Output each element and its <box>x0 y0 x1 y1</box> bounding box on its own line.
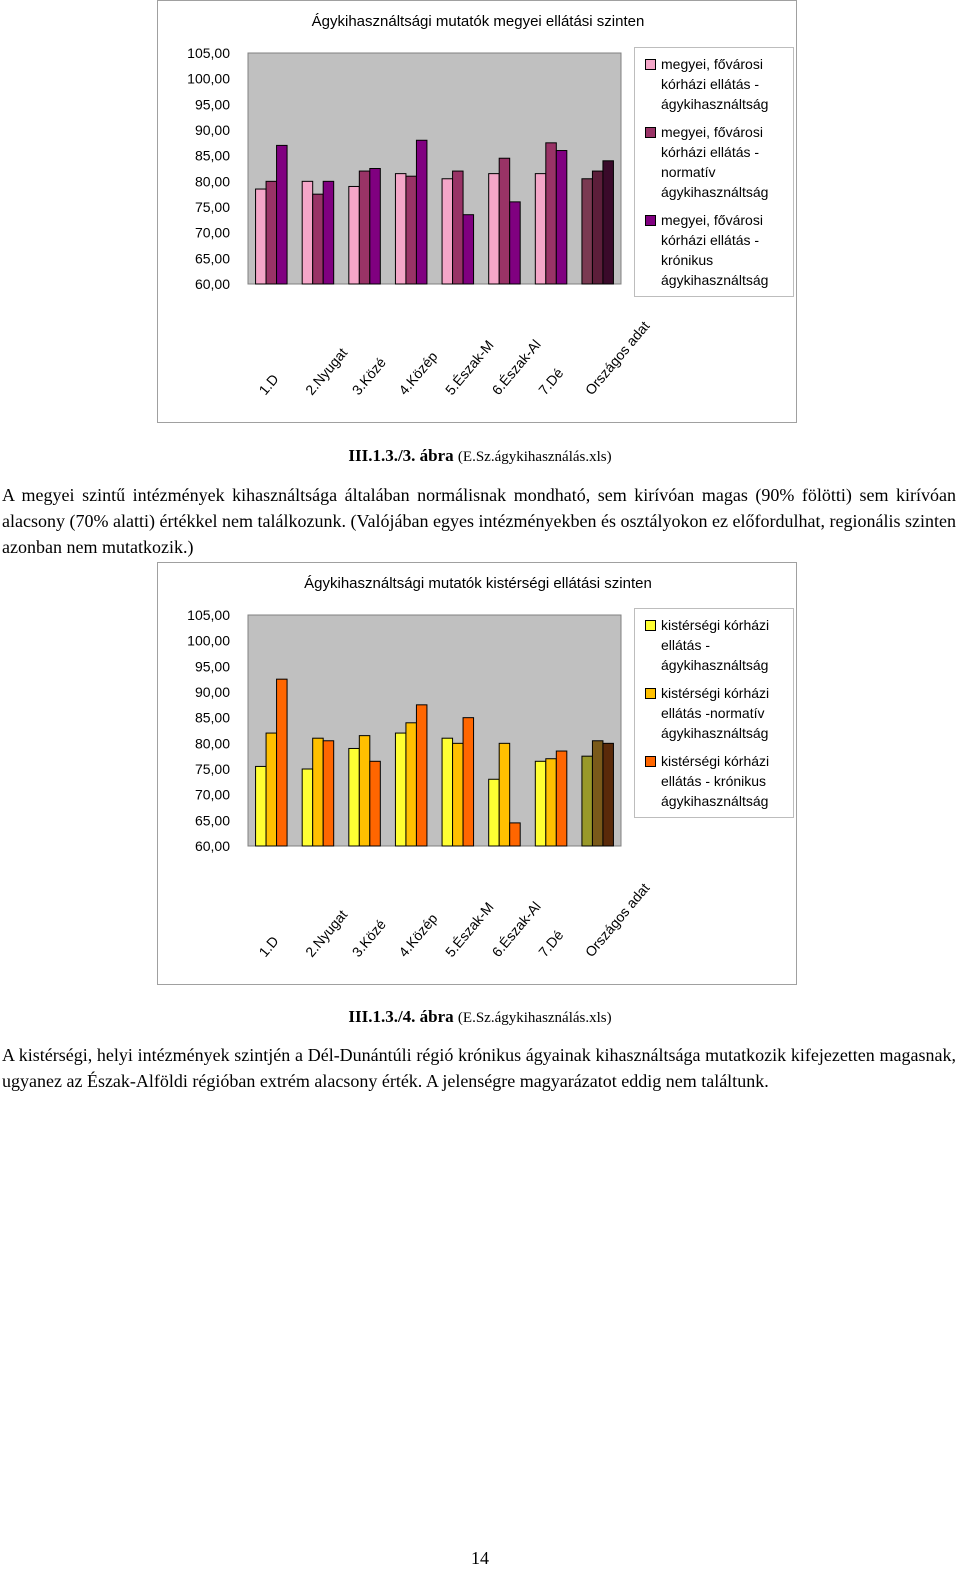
legend-label: kistérségi kórházi ellátás -normatív ágykihasználtság <box>661 685 770 741</box>
legend-swatch <box>645 620 656 631</box>
chart-kistersegi <box>157 562 797 985</box>
x-tick-label: 7.Dé <box>535 926 567 960</box>
legend-swatch <box>645 688 656 699</box>
bar <box>442 179 453 284</box>
legend-label: megyei, fővárosi kórházi ellátás - ágykihasználtság <box>661 56 769 112</box>
bar <box>556 751 567 846</box>
bar <box>546 143 557 284</box>
legend-swatch <box>645 215 656 226</box>
bar <box>499 743 510 846</box>
y-tick-label: 85,00 <box>194 709 230 726</box>
bar <box>359 736 370 846</box>
legend-item <box>645 683 789 743</box>
bar <box>556 151 567 284</box>
bar <box>535 174 546 284</box>
legend-item <box>645 122 789 202</box>
bar <box>582 179 593 284</box>
bar <box>256 189 267 284</box>
y-tick-label: 105,00 <box>187 607 230 623</box>
y-tick-label: 80,00 <box>194 735 230 752</box>
chart-legend <box>634 47 794 297</box>
legend-item <box>645 54 789 114</box>
legend-swatch <box>645 127 656 138</box>
bar <box>510 823 521 846</box>
legend-swatch <box>645 59 656 70</box>
y-tick-label: 90,00 <box>194 122 230 138</box>
y-tick-label: 95,00 <box>194 96 230 113</box>
bar <box>406 176 417 284</box>
bar <box>489 174 500 284</box>
bar <box>582 756 593 846</box>
chart-megyei <box>157 0 797 423</box>
x-tick-label: 6.Észak-Al <box>488 898 544 960</box>
bar <box>463 718 474 846</box>
bar <box>592 741 603 846</box>
bar <box>499 158 510 284</box>
bar <box>406 723 417 846</box>
bar <box>453 171 464 284</box>
y-tick-label: 65,00 <box>194 250 230 267</box>
bar <box>463 215 474 284</box>
y-tick-label: 65,00 <box>194 812 230 829</box>
x-tick-label: 2.Nyugat <box>301 344 351 398</box>
legend-label: kistérségi kórházi ellátás - ágykihasználtság <box>661 617 770 673</box>
bar <box>603 161 614 284</box>
figure-caption <box>0 446 960 466</box>
legend-label: kistérségi kórházi ellátás - krónikus ágykihasználtság <box>661 753 770 809</box>
x-tick-label: Országos adat <box>581 317 653 398</box>
legend-item <box>645 751 789 811</box>
bar <box>323 741 334 846</box>
legend-label: megyei, fővárosi kórházi ellátás - normatív ágykihasználtság <box>661 124 769 200</box>
bar <box>266 181 277 284</box>
bar <box>302 181 313 284</box>
bar <box>266 733 277 846</box>
bar <box>277 145 288 284</box>
x-tick-label: 2.Nyugat <box>301 906 351 960</box>
x-tick-label: Országos adat <box>581 879 653 960</box>
bar <box>592 171 603 284</box>
bar <box>370 761 381 846</box>
x-tick-label: 4.Közép <box>395 348 441 398</box>
figure-number: III.1.3./3. ábra <box>348 446 454 465</box>
y-tick-label: 60,00 <box>194 838 230 854</box>
x-tick-label: 6.Észak-Al <box>488 336 544 398</box>
bar <box>370 169 381 285</box>
figure-number: III.1.3./4. ábra <box>348 1007 454 1026</box>
page-number: 14 <box>471 1548 489 1568</box>
y-tick-label: 90,00 <box>194 684 230 700</box>
bar <box>313 738 324 846</box>
body-paragraph: A megyei szintű intézmények kihasználtsága általában normálisnak mondható, sem kirívóan magas (90% fölötti) sem kirívóan alacsony (70% alatti) értékkel nem találkozunk. (Valójában egyes intézményekben és osztályokon ez előfordulhat, regionális szinten azonban nem mutatkozik.) <box>2 485 956 557</box>
bar <box>535 761 546 846</box>
bar <box>489 779 500 846</box>
chart-title: Ágykihasználtsági mutatók megyei ellátási szinten <box>311 13 645 30</box>
x-tick-label: 1.D <box>255 370 282 398</box>
bar <box>277 679 288 846</box>
chart-legend <box>634 608 794 818</box>
y-tick-label: 100,00 <box>187 632 230 649</box>
x-tick-label: 7.Dé <box>535 364 567 398</box>
x-tick-label: 4.Közép <box>395 910 441 960</box>
x-tick-label: 5.Észak-M <box>441 898 497 960</box>
figure-caption <box>0 1007 960 1027</box>
y-tick-label: 100,00 <box>187 70 230 87</box>
y-tick-label: 85,00 <box>194 147 230 164</box>
bar <box>395 733 406 846</box>
bar <box>603 743 614 846</box>
y-tick-label: 80,00 <box>194 173 230 190</box>
y-tick-label: 75,00 <box>194 761 230 777</box>
bar <box>453 743 464 846</box>
bar <box>302 769 313 846</box>
body-paragraph: A kistérségi, helyi intézmények szintjén a Dél-Dunántúli régió krónikus ágyainak kihasználtsága mutatkozik kifejezetten magasnak, ugyanez az Észak-Alföldi régióban extrém alacsony érték. A jelenségre magyarázatot eddig nem találtunk. <box>2 1045 956 1091</box>
legend-label: megyei, fővárosi kórházi ellátás - krónikus ágykihasználtság <box>661 212 769 288</box>
x-tick-label: 5.Észak-M <box>441 336 497 398</box>
figure-source: (E.Sz.ágykihasználás.xls) <box>457 449 612 465</box>
x-tick-label: 3.Közé <box>348 354 389 398</box>
bar <box>359 171 370 284</box>
legend-item <box>645 210 789 290</box>
y-tick-label: 95,00 <box>194 658 230 675</box>
figure-source: (E.Sz.ágykihasználás.xls) <box>457 1010 612 1026</box>
bar <box>510 202 521 284</box>
bar <box>442 738 453 846</box>
bar <box>349 186 360 284</box>
x-tick-label: 1.D <box>255 932 282 960</box>
bar <box>313 194 324 284</box>
bar <box>416 705 427 846</box>
bar <box>416 140 427 284</box>
bar <box>323 181 334 284</box>
legend-item <box>645 615 789 675</box>
y-tick-label: 70,00 <box>194 786 230 803</box>
y-tick-label: 75,00 <box>194 199 230 215</box>
y-tick-label: 60,00 <box>194 276 230 292</box>
bar <box>256 766 267 846</box>
x-tick-label: 3.Közé <box>348 916 389 960</box>
y-tick-label: 105,00 <box>187 45 230 61</box>
y-tick-label: 70,00 <box>194 224 230 241</box>
bar <box>395 174 406 284</box>
bar <box>349 748 360 846</box>
legend-swatch <box>645 756 656 767</box>
chart-title: Ágykihasználtsági mutatók kistérségi ellátási szinten <box>304 575 652 592</box>
bar <box>546 759 557 846</box>
